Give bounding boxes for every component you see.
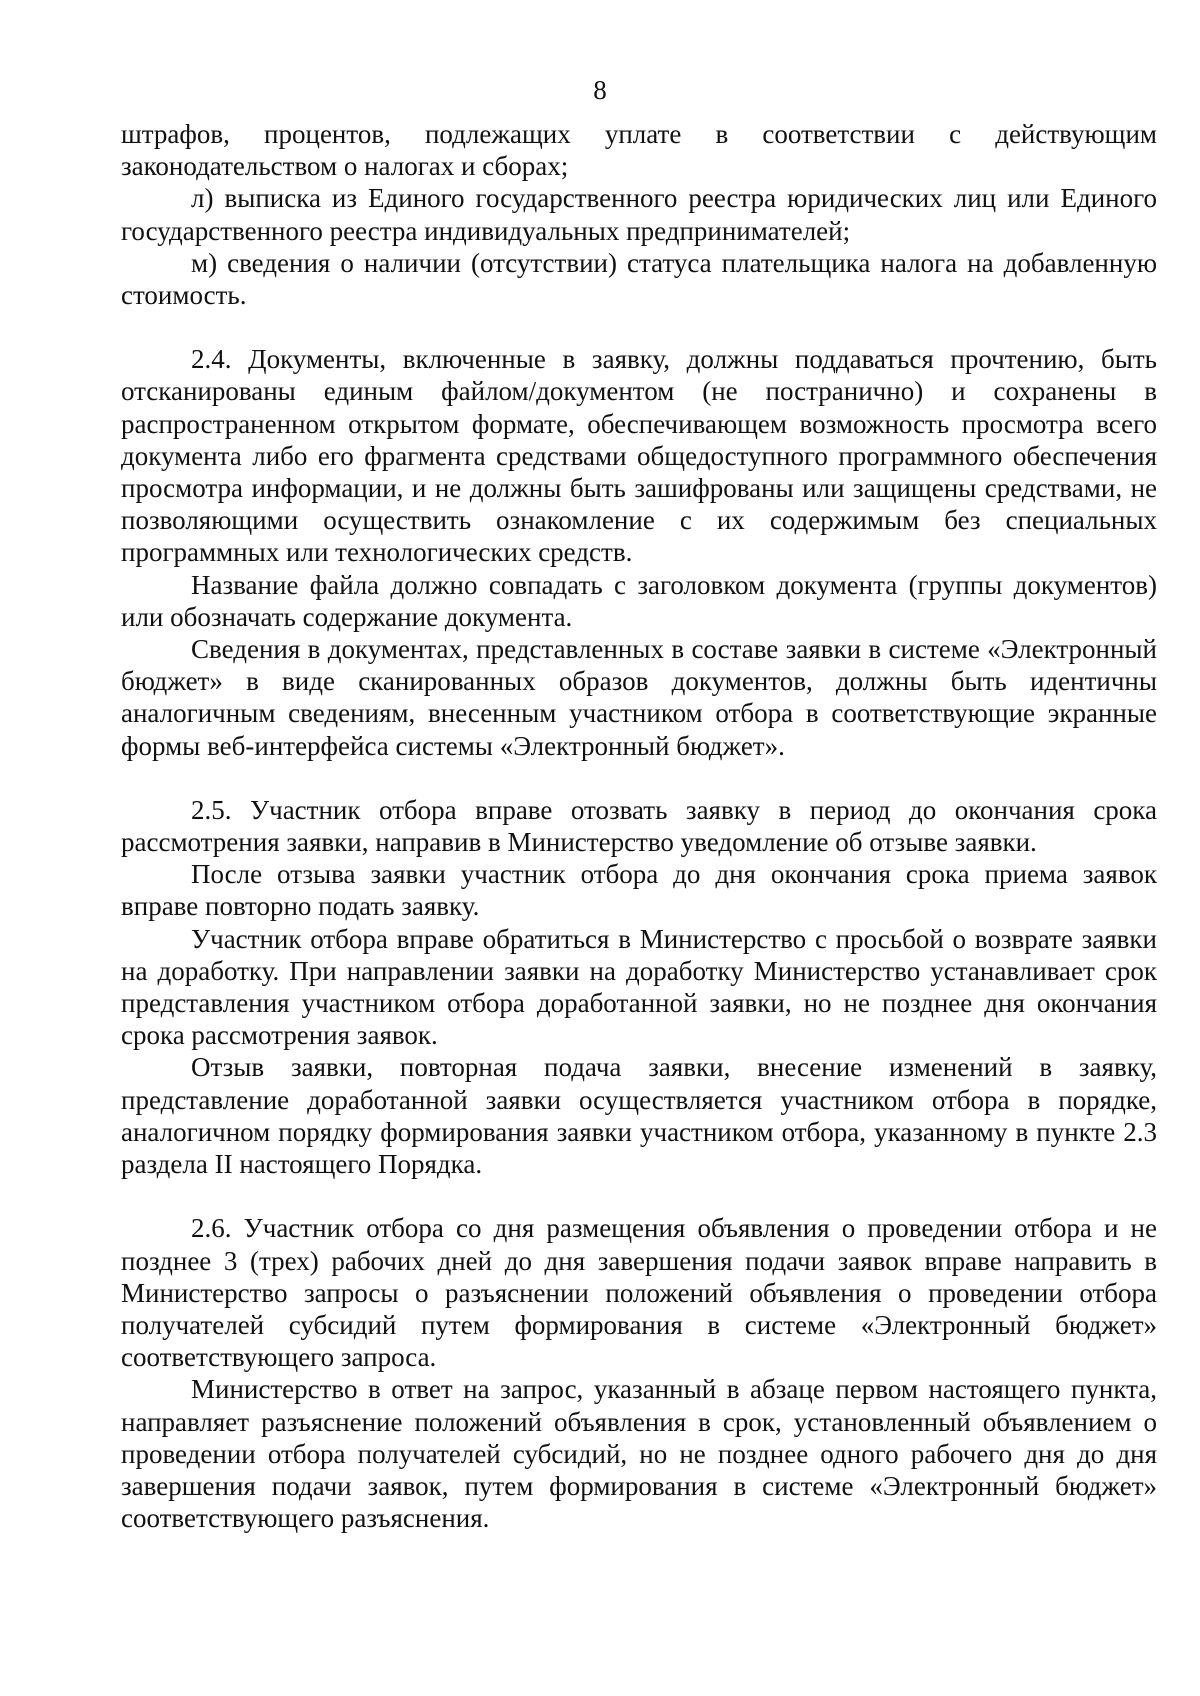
clause-2-5-procedure: Отзыв заявки, повторная подача заявки, внесение изменений в заявку, представление доработанной заявки осуществляется участником отбора в порядке, аналогичном порядку формирования заявки участником отбора, указанному в пункте 2.3 раздела II настоящего Порядка. (121, 1052, 1157, 1180)
clause-2-4: 2.4. Документы, включенные в заявку, должны поддаваться прочтению, быть отсканированы единым файлом/документом (не постранично) и сохранены в распространенном открытом формате, обеспечивающем возможность просмотра всего документа либо его фрагмента средствами общедоступного программного обеспечения просмотра информации, и не должны быть зашифрованы или защищены средствами, не позволяющими осуществить ознакомление с их содержимым без специальных программных или технологических средств. (121, 344, 1157, 568)
clause-2-6: 2.6. Участник отбора со дня размещения объявления о проведении отбора и не позднее 3 (трех) рабочих дней до дня завершения подачи заявок вправе направить в Министерство запросы о разъяснении положений объявления о проведении отбора получателей субсидий путем формирования в системе «Электронный бюджет» соответствующего запроса. (121, 1213, 1157, 1373)
clause-2-5-resubmit: После отзыва заявки участник отбора до дня окончания срока приема заявок вправе повторно подать заявку. (121, 859, 1157, 922)
paragraph-continuation: штрафов, процентов, подлежащих уплате в соответствии с действующим законодательством о налогах и сборах; (121, 119, 1157, 182)
clause-2-6-response: Министерство в ответ на запрос, указанный в абзаце первом настоящего пункта, направляет разъяснение положений объявления в срок, установленный объявлением о проведении отбора получателей субсидий, но не позднее одного рабочего дня до дня завершения подачи заявок, путем формирования в системе «Электронный бюджет» соответствующего разъяснения. (121, 1374, 1157, 1534)
clause-2-4-identical-info: Сведения в документах, представленных в составе заявки в системе «Электронный бюджет» в виде сканированных образов документов, должны быть идентичны аналогичным сведениям, внесенным участником отбора в соответствующие экранные формы веб-интерфейса системы «Электронный бюджет». (121, 634, 1157, 761)
clause-2-5-return: Участник отбора вправе обратиться в Министерство с просьбой о возврате заявки на доработку. При направлении заявки на доработку Министерство устанавливает срок представления участником отбора доработанной заявки, но не позднее дня окончания срока рассмотрения заявок. (121, 923, 1157, 1051)
clause-2-4-file-name: Название файла должно совпадать с заголовком документа (группы документов) или обозначать содержание документа. (121, 569, 1157, 632)
list-item-l: л) выписка из Единого государственного реестра юридических лиц или Единого государственного реестра индивидуальных предпринимателей; (121, 183, 1157, 246)
page-number: 8 (593, 75, 607, 105)
list-item-m: м) сведения о наличии (отсутствии) статуса плательщика налога на добавленную стоимость. (121, 247, 1157, 311)
document-body (121, 118, 1157, 1534)
clause-2-5: 2.5. Участник отбора вправе отозвать заявку в период до окончания срока рассмотрения заявки, направив в Министерство уведомление об отзыве заявки. (121, 794, 1157, 858)
